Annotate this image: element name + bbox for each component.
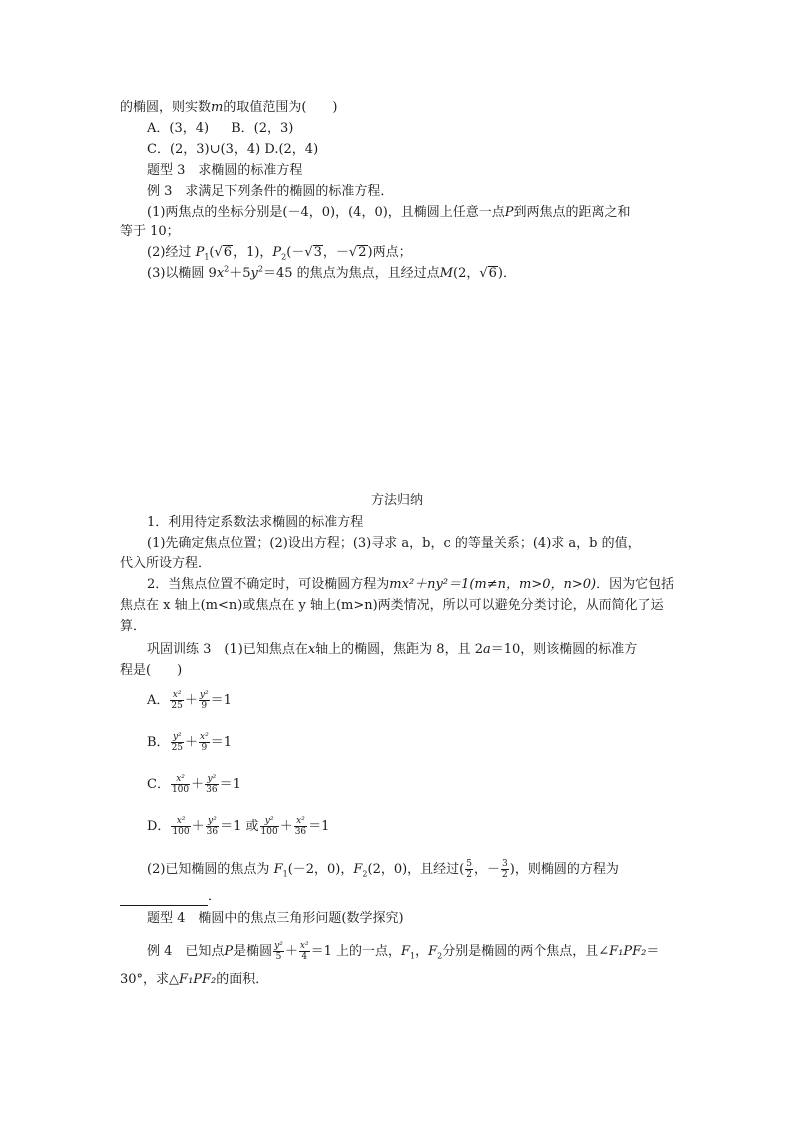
prev-question-stem: 的椭圆，则实数m的取值范围为( )	[120, 100, 338, 115]
example4-body: 例 4 已知点P是椭圆 $\frac{\text{y²}}{5}$ ＋ $\frac{\text{x²}}{4}$ ＝1 上的一点，$F_1$，$F_2$分别是椭圆的两个焦点，且∠F₁PF₂＝	[147, 941, 660, 962]
type3-heading: 题型 3 求椭圆的标准方程	[147, 163, 303, 178]
sqrt-3: √3	[304, 245, 322, 260]
sqrt-6: √6	[214, 245, 233, 260]
practice3-option-a: A． $\frac{\text{x²}}{25}$ ＋ $\frac{\text{y²}}{9}$ ＝1	[147, 690, 232, 711]
method-2-body-cont: 焦点在 x 轴上(m<n)或焦点在 y 轴上(m>n)两类情况，所以可以避免分类讨论，从而简化了运	[120, 598, 664, 613]
option-c: C．(2，3)∪(3，4)	[147, 142, 261, 157]
answer-blank	[120, 893, 208, 906]
method-title: 方法归纳	[370, 493, 423, 508]
example3-title: 例 3 求满足下列条件的椭圆的标准方程．	[147, 184, 394, 199]
sqrt-2: √2	[348, 245, 367, 260]
practice3-q1-cont: 程是( )	[120, 663, 183, 678]
method-1-heading: 1．利用待定系数法求椭圆的标准方程	[147, 515, 364, 530]
example3-cond1: (1)两焦点的坐标分别是(－4，0)，(4，0)，且椭圆上任意一点P到两焦点的距离之和	[147, 205, 631, 220]
method-1-body: (1)先确定焦点位置；(2)设出方程；(3)寻求 a，b，c 的等量关系；(4)求 a，b 的值，	[147, 536, 641, 551]
practice3-option-b: B． $\frac{\text{y²}}{25}$ ＋ $\frac{\text{x²}}{9}$ ＝1	[147, 732, 232, 753]
option-d: D.(2，4)	[264, 142, 319, 157]
method-2-body-end: 算．	[120, 619, 147, 634]
prev-options-ab	[147, 120, 293, 138]
practice3-q2: (2)已知椭圆的焦点为 $F_1(-2$，0)，$F_2(2$，0)，且经过( $\frac{5}{2}$ ，－ $\frac{3}{2}$ )，则椭圆的方程为	[147, 859, 619, 880]
sqrt-6b: √6	[479, 266, 497, 281]
practice3-q2-answer-blank: ．	[120, 888, 221, 906]
method-2-body: 2．当焦点位置不确定时，可设椭圆方程为mx²＋ny²＝1(m≠n，m>0，n>0)．因为它包括	[147, 577, 675, 592]
option-b: B．(2，3)	[231, 121, 294, 136]
method-1-body-cont: 代入所设方程．	[120, 556, 212, 571]
prev-options-cd	[147, 141, 318, 159]
example3-cond2: (2)经过 $P_1(√6$，1)，$P_2(-√3$，－√2)两点；	[147, 245, 412, 262]
example3-cond3: (3)以椭圆 $9x^2+5y^2=45$ 的焦点为焦点，且经过点M(2，√6)．	[147, 264, 516, 281]
option-a: A．(3，4)	[147, 121, 210, 136]
example4-body-cont: 30°，求△F₁PF₂的面积．	[120, 972, 269, 987]
practice3-option-c: C． $\frac{\text{x²}}{100}$ ＋ $\frac{\text{y²}}{36}$ ＝1	[147, 774, 241, 795]
type4-heading: 题型 4 椭圆中的焦点三角形问题(数学探究)	[147, 911, 404, 926]
practice3-q1: 巩固训练 3 (1)已知焦点在x轴上的椭圆，焦距为 8，且 2a＝10，则该椭圆的标准方	[147, 642, 638, 657]
practice3-option-d: D． $\frac{\text{x²}}{100}$ ＋ $\frac{\text{y²}}{36}$ ＝1 或 $\frac{\text{y²}}{100}$ ＋ $\frac{\text{x²}}{36}$ ＝1	[147, 816, 330, 837]
example3-cond1-cont: 等于 10；	[120, 224, 180, 239]
